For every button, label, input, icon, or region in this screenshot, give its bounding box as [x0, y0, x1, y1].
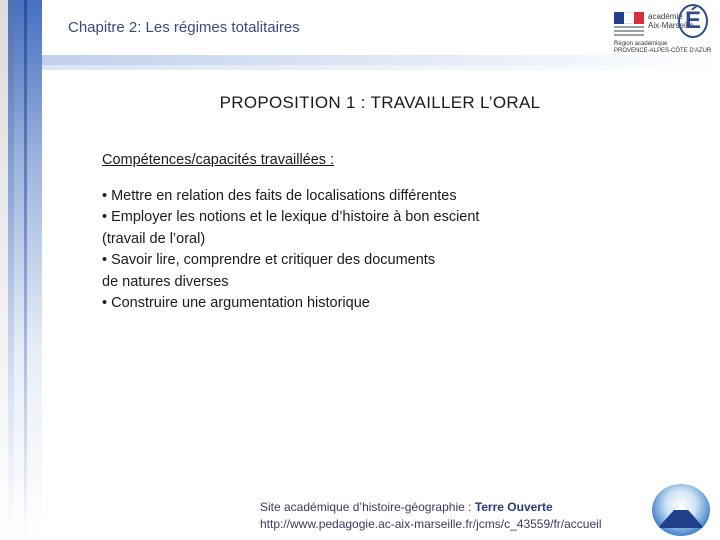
- left-decor-bar-blue: [14, 0, 42, 540]
- academie-line2: Aix-Marseille: [648, 21, 694, 30]
- region-line2: PROVENCE-ALPES-CÔTE D'AZUR: [614, 48, 712, 54]
- competence-item: • Construire une argumentation historique: [102, 295, 370, 311]
- footer-site-line: [260, 499, 601, 516]
- left-decor-bar-mid: [8, 0, 14, 540]
- marianne-text-lines-icon: [614, 26, 644, 38]
- region-label: [614, 41, 711, 55]
- footer-url-link[interactable]: http://www.pedagogie.ac-aix-marseille.fr/jcms/c_43559/fr/accueil: [260, 517, 602, 531]
- competence-item-continuation: de natures diverses: [102, 273, 229, 290]
- header-divider-light: [42, 65, 720, 70]
- header-divider: [42, 55, 720, 65]
- footer: [260, 499, 601, 533]
- terre-ouverte-logo-icon: [652, 484, 710, 536]
- competences-block: [102, 150, 622, 315]
- competences-heading-text: Compétences/capacités travaillées: [102, 152, 327, 168]
- french-flag-icon: [614, 12, 644, 24]
- competence-item-continuation: (travail de l’oral): [102, 230, 206, 247]
- region-line1: Région académique: [614, 41, 668, 47]
- left-decor-bar-gray: [0, 0, 8, 540]
- competences-heading-colon: :: [326, 152, 335, 168]
- chapter-title: Chapitre 2: Les régimes totalitaires: [68, 19, 300, 36]
- competence-item: • Mettre en relation des faits de localisations différentes: [102, 187, 457, 204]
- page-title: PROPOSITION 1 : TRAVAILLER L’ORAL: [219, 93, 541, 112]
- snowcap-icon: [674, 502, 688, 510]
- competence-item: • Employer les notions et le lexique d’histoire à bon escient: [102, 209, 480, 225]
- academie-e-icon: É: [678, 4, 708, 38]
- competences-heading: [102, 150, 622, 172]
- footer-site-prefix: Site académique d’histoire-géographie :: [260, 500, 475, 514]
- left-decor-bar-thin: [24, 0, 27, 540]
- competence-item: • Savoir lire, comprendre et critiquer des documents: [102, 252, 436, 268]
- academie-logo: [612, 4, 712, 54]
- academie-line1: académie: [648, 12, 683, 21]
- footer-site-name: Terre Ouverte: [474, 500, 553, 514]
